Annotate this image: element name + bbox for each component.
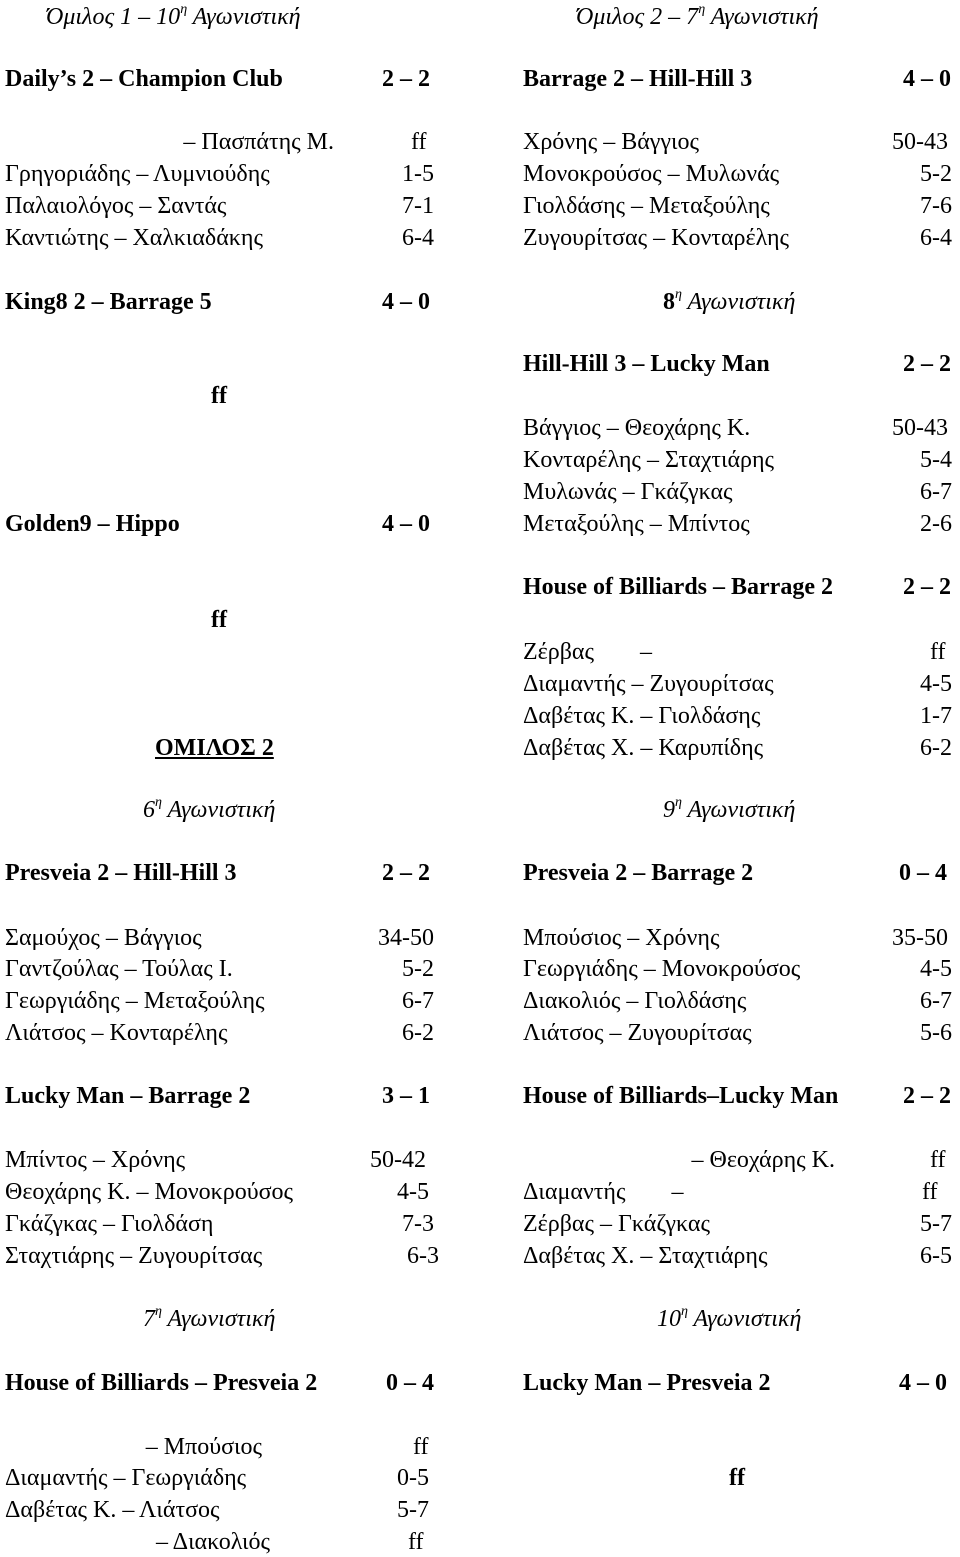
round-heading: $6^\eta$ Αγωνιστική bbox=[143, 795, 276, 823]
game-players: Λιάτσος – Κονταρέλης bbox=[5, 1020, 228, 1046]
game-result: 34-50 bbox=[378, 925, 434, 951]
game-players: Διαμαντής – Γεωργιάδης bbox=[5, 1465, 247, 1491]
match-score: 2 – 2 bbox=[903, 574, 951, 600]
game-players: Δαβέτας Κ. – Γιολδάσης bbox=[523, 703, 761, 729]
game-result: ff bbox=[922, 1179, 938, 1205]
game-result: 35-50 bbox=[892, 925, 948, 951]
match-title: Golden9 – Hippo bbox=[5, 511, 180, 537]
game-result: 6-2 bbox=[402, 1020, 434, 1046]
game-result: 5-6 bbox=[920, 1020, 952, 1046]
game-players: – Πασπάτης Μ. bbox=[183, 129, 334, 155]
round-heading: Όμιλος $1 - 10^\eta$ Αγωνιστική bbox=[46, 2, 301, 30]
game-players: Γεωργιάδης – Μονοκρούσος bbox=[523, 956, 801, 982]
game-result: 2-6 bbox=[920, 511, 952, 537]
game-players: Σαμούχος – Βάγγιος bbox=[5, 925, 202, 951]
match-note: ff bbox=[211, 383, 227, 409]
round-heading: Όμιλος $2 - 7^\eta$ Αγωνιστική bbox=[576, 2, 819, 30]
game-players: Μεταξούλης – Μπίντος bbox=[523, 511, 750, 537]
game-result: 1-7 bbox=[920, 703, 952, 729]
game-players: Ζέρβας – Γκάζγκας bbox=[523, 1211, 710, 1237]
game-players: Μονοκρούσος – Μυλωνάς bbox=[523, 161, 780, 187]
game-result: 4-5 bbox=[397, 1179, 429, 1205]
game-result: 6-4 bbox=[402, 225, 434, 251]
game-result: 5-2 bbox=[920, 161, 952, 187]
game-players: Γιολδάσης – Μεταξούλης bbox=[523, 193, 770, 219]
game-result: 50-42 bbox=[370, 1147, 426, 1173]
game-players: – Μπούσιος bbox=[145, 1434, 262, 1460]
game-result: 7-6 bbox=[920, 193, 952, 219]
match-title: Barrage 2 – Hill-Hill 3 bbox=[523, 66, 753, 92]
game-result: ff bbox=[411, 129, 427, 155]
game-players: Γρηγοριάδης – Λυμνιούδης bbox=[5, 161, 270, 187]
match-title: Lucky Man – Presveia 2 bbox=[523, 1370, 771, 1396]
round-heading: $10^\eta$ Αγωνιστική bbox=[657, 1304, 802, 1332]
match-score: 0 – 4 bbox=[386, 1370, 434, 1396]
game-players: – Διακολιός bbox=[155, 1529, 270, 1555]
match-title: Presveia 2 – Hill-Hill 3 bbox=[5, 860, 237, 886]
game-result: 4-5 bbox=[920, 956, 952, 982]
match-title: Daily’s 2 – Champion Club bbox=[5, 66, 283, 92]
game-players: Χρόνης – Βάγγιος bbox=[523, 129, 699, 155]
match-note: ff bbox=[729, 1465, 745, 1491]
match-score: 2 – 2 bbox=[903, 1083, 951, 1109]
game-result: 6-7 bbox=[402, 988, 434, 1014]
game-result: ff bbox=[413, 1434, 429, 1460]
game-result: 6-5 bbox=[920, 1243, 952, 1269]
game-players: Γεωργιάδης – Μεταξούλης bbox=[5, 988, 265, 1014]
match-score: 4 – 0 bbox=[382, 511, 430, 537]
game-result: 4-5 bbox=[920, 671, 952, 697]
game-result: 5-7 bbox=[397, 1497, 429, 1523]
game-players: Διαμαντής – Ζυγουρίτσας bbox=[523, 671, 774, 697]
game-result: 50-43 bbox=[892, 129, 948, 155]
game-players: Θεοχάρης Κ. – Μονοκρούσος bbox=[5, 1179, 294, 1205]
match-note: ff bbox=[211, 607, 227, 633]
game-players: Μπίντος – Χρόνης bbox=[5, 1147, 186, 1173]
round-heading: $9^\eta$ Αγωνιστική bbox=[663, 795, 796, 823]
game-players: – Θεοχάρης Κ. bbox=[691, 1147, 835, 1173]
game-players: Γαντζούλας – Τούλας Ι. bbox=[5, 956, 233, 982]
game-players: Ζέρβας – bbox=[523, 639, 653, 665]
game-players: Δαβέτας Κ. – Λιάτσος bbox=[5, 1497, 220, 1523]
game-players: Παλαιολόγος – Σαντάς bbox=[5, 193, 227, 219]
group-heading: ΟΜΙΛΟΣ 2 bbox=[155, 735, 274, 761]
match-title: Hill-Hill 3 – Lucky Man bbox=[523, 351, 770, 377]
match-title: Lucky Man – Barrage 2 bbox=[5, 1083, 251, 1109]
match-score: 2 – 2 bbox=[903, 351, 951, 377]
game-result: 7-1 bbox=[402, 193, 434, 219]
match-score: 2 – 2 bbox=[382, 66, 430, 92]
match-score: 4 – 0 bbox=[382, 289, 430, 315]
match-title: Presveia 2 – Barrage 2 bbox=[523, 860, 754, 886]
game-players: Βάγγιος – Θεοχάρης Κ. bbox=[523, 415, 751, 441]
game-result: ff bbox=[408, 1529, 424, 1555]
game-players: Δαβέτας Χ. – Σταχτιάρης bbox=[523, 1243, 768, 1269]
round-heading: $8^\eta$ Αγωνιστική bbox=[663, 287, 796, 315]
match-title: House of Billiards–Lucky Man bbox=[523, 1083, 839, 1109]
game-result: 0-5 bbox=[397, 1465, 429, 1491]
match-title: King8 2 – Barrage 5 bbox=[5, 289, 212, 315]
game-result: 6-4 bbox=[920, 225, 952, 251]
game-players: Μπούσιος – Χρόνης bbox=[523, 925, 720, 951]
game-players: Καντιώτης – Χαλκιαδάκης bbox=[5, 225, 263, 251]
game-players: Ζυγουρίτσας – Κονταρέλης bbox=[523, 225, 790, 251]
game-result: 6-7 bbox=[920, 479, 952, 505]
game-result: 1-5 bbox=[402, 161, 434, 187]
game-result: 5-7 bbox=[920, 1211, 952, 1237]
game-players: Δαβέτας Χ. – Καρυπίδης bbox=[523, 735, 764, 761]
game-result: 7-3 bbox=[402, 1211, 434, 1237]
game-result: 50-43 bbox=[892, 415, 948, 441]
match-score: 3 – 1 bbox=[382, 1083, 430, 1109]
game-players: Λιάτσος – Ζυγουρίτσας bbox=[523, 1020, 752, 1046]
game-players: Κονταρέλης – Σταχτιάρης bbox=[523, 447, 775, 473]
game-result: 6-2 bbox=[920, 735, 952, 761]
match-score: 2 – 2 bbox=[382, 860, 430, 886]
game-players: Μυλωνάς – Γκάζγκας bbox=[523, 479, 733, 505]
game-result: 5-4 bbox=[920, 447, 952, 473]
game-result: ff bbox=[930, 1147, 946, 1173]
match-score: 0 – 4 bbox=[899, 860, 947, 886]
game-result: 5-2 bbox=[402, 956, 434, 982]
game-players: Διακολιός – Γιολδάσης bbox=[523, 988, 747, 1014]
match-title: House of Billiards – Barrage 2 bbox=[523, 574, 833, 600]
match-score: 4 – 0 bbox=[903, 66, 951, 92]
round-heading: $7^\eta$ Αγωνιστική bbox=[143, 1304, 276, 1332]
game-result: 6-7 bbox=[920, 988, 952, 1014]
game-players: Γκάζγκας – Γιολδάση bbox=[5, 1211, 214, 1237]
match-title: House of Billiards – Presveia 2 bbox=[5, 1370, 318, 1396]
game-result: ff bbox=[930, 639, 946, 665]
match-score: 4 – 0 bbox=[899, 1370, 947, 1396]
game-result: 6-3 bbox=[407, 1243, 439, 1269]
game-players: Διαμαντής – bbox=[523, 1179, 684, 1205]
game-players: Σταχτιάρης – Ζυγουρίτσας bbox=[5, 1243, 263, 1269]
